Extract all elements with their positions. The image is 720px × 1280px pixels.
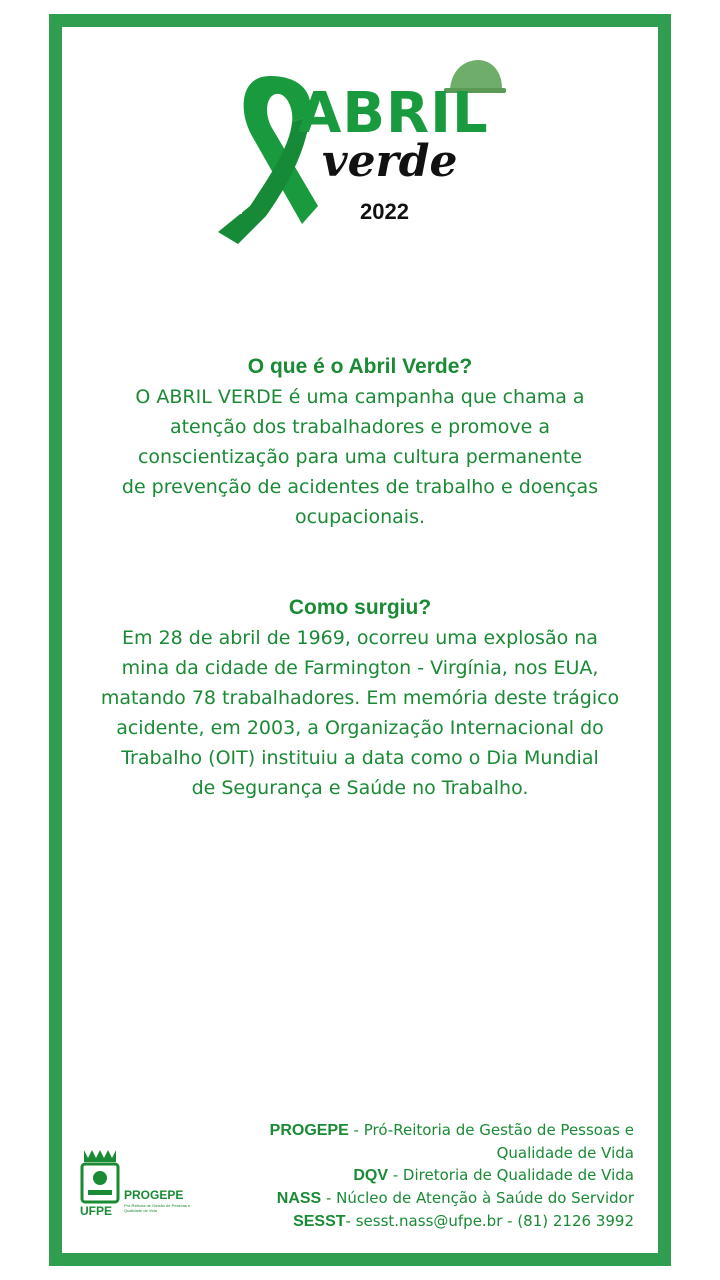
section-line: Em 28 de abril de 1969, ocorreu uma explosão na <box>122 627 598 649</box>
footer-line-dqv: DQV - Diretoria de Qualidade de Vida <box>353 1166 634 1184</box>
ufpe-crest-icon <box>78 1148 122 1206</box>
section-line: ocupacionais. <box>294 506 426 528</box>
progepe-label: PROGEPE <box>124 1188 184 1202</box>
ufpe-progepe-logo <box>78 1148 198 1228</box>
footer-line-progepe-cont: Qualidade de Vida <box>496 1144 634 1162</box>
section-line: matando 78 trabalhadores. Em memória deste trágico <box>100 687 620 709</box>
ufpe-label: UFPE <box>80 1204 113 1218</box>
section-line: de prevenção de acidentes de trabalho e doenças <box>121 476 599 498</box>
section-what-is <box>62 352 658 532</box>
section-line: Trabalho (OIT) instituiu a data como o Dia Mundial <box>121 747 599 769</box>
section-origin <box>62 593 658 803</box>
section-title: Como surgiu? <box>288 596 432 619</box>
footer-line-progepe: PROGEPE - Pró-Reitoria de Gestão de Pessoas e <box>269 1121 634 1139</box>
footer-contact <box>200 1119 634 1233</box>
section-line: acidente, em 2003, a Organização Internacional do <box>116 717 604 739</box>
logo-word-abril: ABRIL <box>298 81 489 146</box>
section-line: mina da cidade de Farmington - Virgínia, nos EUA, <box>121 657 599 679</box>
logo-year: 2022 <box>360 199 409 224</box>
footer-line-nass: NASS - Núcleo de Atenção à Saúde do Servidor <box>276 1189 634 1207</box>
section-line: conscientização para uma cultura permanente <box>137 446 583 468</box>
section-line: de Segurança e Saúde no Trabalho. <box>191 777 529 799</box>
section-line: atenção dos trabalhadores e promove a <box>169 416 551 438</box>
logo-word-verde: verde <box>322 136 458 187</box>
progepe-subtitle: Pró-Reitoria de Gestão de Pessoas e Qualidade de Vida <box>124 1203 191 1213</box>
footer-line-sesst: SESST- sesst.nass@ufpe.br - (81) 2126 3992 <box>293 1212 634 1230</box>
abril-verde-logo <box>210 56 510 256</box>
section-line: O ABRIL VERDE é uma campanha que chama a <box>135 386 585 408</box>
section-title: O que é o Abril Verde? <box>247 355 473 378</box>
